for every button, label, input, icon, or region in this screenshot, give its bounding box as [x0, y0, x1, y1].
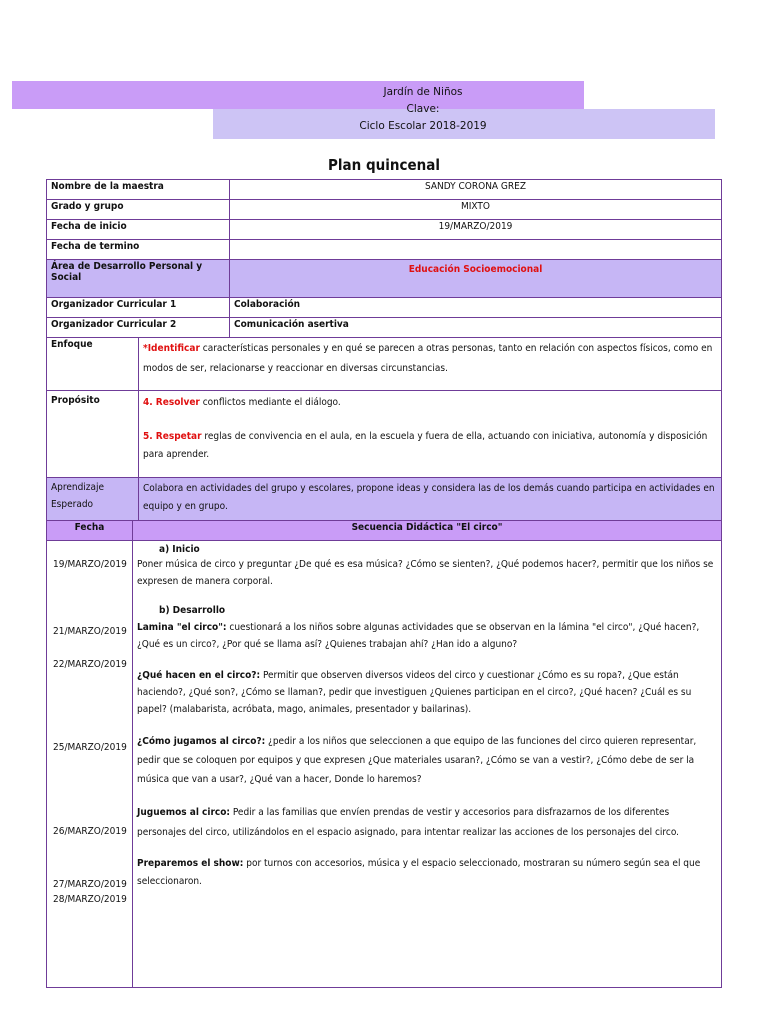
value-enfoque	[139, 338, 721, 390]
proposito-2-text: reglas de convivencia en el aula, en la escuela y fuera de ella, actuando con iniciativa, autonomía y disposición para aprender.	[143, 431, 708, 460]
label-enfoque: Enfoque	[47, 338, 139, 390]
activity-como-jugamos-title: ¿Cómo jugamos al circo?:	[137, 736, 266, 747]
activity-show-text: por turnos con accesorios, música y el espacio seleccionado, mostraran su número según sea el que seleccionaron.	[137, 858, 701, 887]
label-proposito: Propósito	[47, 391, 139, 477]
row-seq-header	[47, 521, 721, 541]
label-org2: Organizador Curricular 2	[47, 318, 230, 337]
date-4: 25/MARZO/2019	[53, 742, 127, 753]
label-area: Área de Desarrollo Personal y Social	[47, 260, 230, 297]
proposito-2-verb: 5. Respetar	[143, 431, 202, 442]
activity-lamina-title: Lamina "el circo":	[137, 622, 227, 633]
activity-juguemos-title: Juguemos al circo:	[137, 807, 230, 818]
activity-juguemos-text: Pedir a las familias que envíen prendas de vestir y accesorios para disfrazarnos de los diferentes personajes del circo, utilizándolos en el espacio asignado, para intentar realizar las acciones de los personajes del circo.	[137, 807, 680, 838]
page-title: Plan quincenal	[328, 156, 440, 174]
label-fecha: Fecha	[47, 521, 133, 540]
activity-lamina-text: cuestionará a los niños sobre algunas actividades que se observan en la lámina "el circo", ¿Qué hacen?, ¿Qué es un circo?, ¿Por qué se llama así? ¿Quienes trabajan ahí? ¿Han ido a alguno?	[137, 622, 700, 650]
activity-como-jugamos	[137, 732, 717, 789]
activity-juguemos	[137, 803, 717, 843]
dates-column	[47, 541, 133, 987]
plan-table	[46, 179, 722, 988]
proposito-1	[143, 394, 717, 412]
value-start-date: 19/MARZO/2019	[438, 221, 513, 232]
date-7: 28/MARZO/2019	[53, 894, 127, 905]
school-name: Jardín de Niños	[383, 86, 463, 98]
value-org1: Colaboración	[234, 299, 301, 310]
label-end-date: Fecha de termino	[47, 240, 230, 259]
row-grade	[47, 200, 721, 220]
label-org1: Organizador Curricular 1	[47, 298, 230, 317]
activity-que-hacen-title: ¿Qué hacen en el circo?:	[137, 670, 261, 681]
value-end-date	[230, 240, 721, 259]
date-2: 21/MARZO/2019	[53, 626, 127, 637]
activity-que-hacen-text: Permitir que observen diversos videos del circo y cuestionar ¿Cómo es su ropa?, ¿Que están haciendo?, ¿Qué son?, ¿Cómo se llaman?, pedir que investiguen ¿Quienes participan en el circo?, ¿Qué hacen? ¿Cuál es su papel? (malabarista, acróbata, mago, animales, presentador y bailarinas).	[137, 670, 692, 715]
activity-que-hacen	[137, 667, 717, 718]
value-proposito	[139, 391, 721, 477]
value-aprendizaje: Colabora en actividades del grupo y escolares, propone ideas y considera las de los demás cuando participa en actividades en equipo y en grupo.	[143, 483, 715, 512]
row-start-date	[47, 220, 721, 240]
row-area	[47, 260, 721, 298]
inicio-text: Poner música de circo y preguntar ¿De qué es esa música? ¿Cómo se sienten?, ¿Qué podemos hacer?, permitir que los niños se expresen de manera corporal.	[137, 559, 714, 587]
proposito-1-verb: 4. Resolver	[143, 397, 200, 408]
activity-show	[137, 855, 717, 891]
row-enfoque	[47, 338, 721, 391]
date-1: 19/MARZO/2019	[53, 559, 127, 570]
row-end-date	[47, 240, 721, 260]
proposito-2	[143, 428, 717, 464]
label-start-date: Fecha de inicio	[47, 220, 230, 239]
label-aprendizaje: Aprendizaje Esperado	[47, 478, 139, 520]
row-aprendizaje	[47, 478, 721, 521]
school-header	[213, 84, 633, 135]
value-org2: Comunicación asertiva	[234, 319, 349, 330]
enfoque-verb: *Identificar	[143, 343, 200, 354]
seq-title: Secuencia Didáctica "El circo"	[351, 522, 503, 533]
value-area: Educación Socioemocional	[230, 260, 721, 297]
proposito-1-text: conflictos mediante el diálogo.	[199, 397, 341, 408]
value-teacher: SANDY CORONA GREZ	[424, 181, 526, 192]
activity-como-jugamos-text: ¿pedir a los niños que seleccionen a que equipo de las funciones del circo quieren representar, pedir que se coloquen por equipos y que expresen ¿Que materiales usaran?, ¿Cómo se van a vestir?, ¿Cómo debe de ser la música que van a usar?, ¿Qué van a hacer, Donde lo haremos?	[137, 736, 697, 785]
date-3: 22/MARZO/2019	[53, 659, 127, 670]
date-5: 26/MARZO/2019	[53, 826, 127, 837]
activity-show-title: Preparemos el show:	[137, 858, 244, 869]
inicio-heading: a) Inicio	[159, 544, 200, 555]
label-teacher: Nombre de la maestra	[47, 180, 230, 199]
enfoque-text: características personales y en qué se parecen a otras personas, tanto en relación con aspectos físicos, como en modos de ser, relacionarse y reaccionar en diversas circunstancias.	[143, 343, 713, 374]
row-org1	[47, 298, 721, 318]
desarrollo-heading: b) Desarrollo	[159, 605, 226, 616]
sequence-content	[133, 541, 721, 987]
row-proposito	[47, 391, 721, 478]
school-key: Clave:	[406, 103, 440, 115]
row-teacher	[47, 180, 721, 200]
label-grade: Grado y grupo	[47, 200, 230, 219]
school-year: Ciclo Escolar 2018-2019	[359, 120, 487, 132]
row-org2	[47, 318, 721, 338]
row-sequence	[47, 541, 721, 987]
value-grade: MIXTO	[461, 201, 490, 212]
activity-lamina	[137, 619, 717, 653]
date-6: 27/MARZO/2019	[53, 879, 127, 890]
